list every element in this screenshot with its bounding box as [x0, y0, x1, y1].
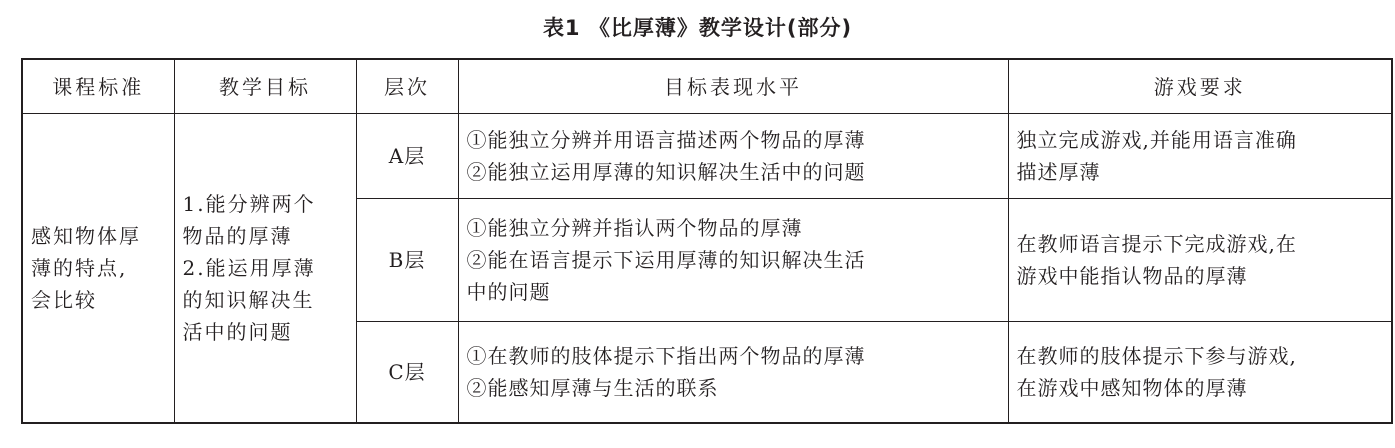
performance-line: 中的问题	[466, 280, 551, 304]
level-cell: C层	[356, 322, 458, 424]
performance-line: ②能独立运用厚薄的知识解决生活中的问题	[466, 160, 866, 184]
performance-line: ①能独立分辨并指认两个物品的厚薄	[466, 216, 803, 240]
standard-line: 会比较	[31, 288, 97, 312]
objective-line: 1.能分辨两个	[182, 192, 316, 216]
game-requirement-cell	[1008, 114, 1392, 199]
performance-line: ①能独立分辨并用语言描述两个物品的厚薄	[466, 128, 866, 152]
standard-line: 薄的特点,	[31, 256, 128, 280]
game-line: 在教师语言提示下完成游戏,在	[1016, 232, 1297, 256]
performance-line: ①在教师的肢体提示下指出两个物品的厚薄	[466, 344, 866, 368]
objective-line: 活中的问题	[182, 320, 293, 344]
table-row	[22, 114, 1392, 199]
performance-cell	[458, 322, 1008, 424]
game-line: 在游戏中感知物体的厚薄	[1016, 376, 1248, 400]
game-line: 独立完成游戏,并能用语言准确	[1016, 128, 1297, 152]
performance-line: ②能感知厚薄与生活的联系	[466, 376, 719, 400]
game-line: 在教师的肢体提示下参与游戏,	[1016, 344, 1297, 368]
game-line: 游戏中能指认物品的厚薄	[1016, 264, 1248, 288]
teaching-design-table	[21, 58, 1393, 424]
performance-cell	[458, 114, 1008, 199]
header-row	[22, 59, 1392, 114]
standard-cell	[22, 114, 174, 424]
standard-line: 感知物体厚	[31, 224, 141, 248]
header-standard: 课程标准	[22, 59, 174, 114]
level-cell: B层	[356, 199, 458, 322]
header-level: 层次	[356, 59, 458, 114]
header-objective: 教学目标	[174, 59, 356, 114]
objective-line: 的知识解决生	[182, 288, 315, 312]
performance-cell	[458, 199, 1008, 322]
level-cell: A层	[356, 114, 458, 199]
objective-line: 2.能运用厚薄	[182, 256, 316, 280]
table-caption: 表1 《比厚薄》教学设计(部分)	[542, 16, 853, 40]
game-line: 描述厚薄	[1016, 160, 1101, 184]
header-performance: 目标表现水平	[458, 59, 1008, 114]
game-requirement-cell	[1008, 322, 1392, 424]
objective-cell	[174, 114, 356, 424]
header-game: 游戏要求	[1008, 59, 1392, 114]
objective-line: 物品的厚薄	[182, 224, 293, 248]
game-requirement-cell	[1008, 199, 1392, 322]
performance-line: ②能在语言提示下运用厚薄的知识解决生活	[466, 248, 866, 272]
